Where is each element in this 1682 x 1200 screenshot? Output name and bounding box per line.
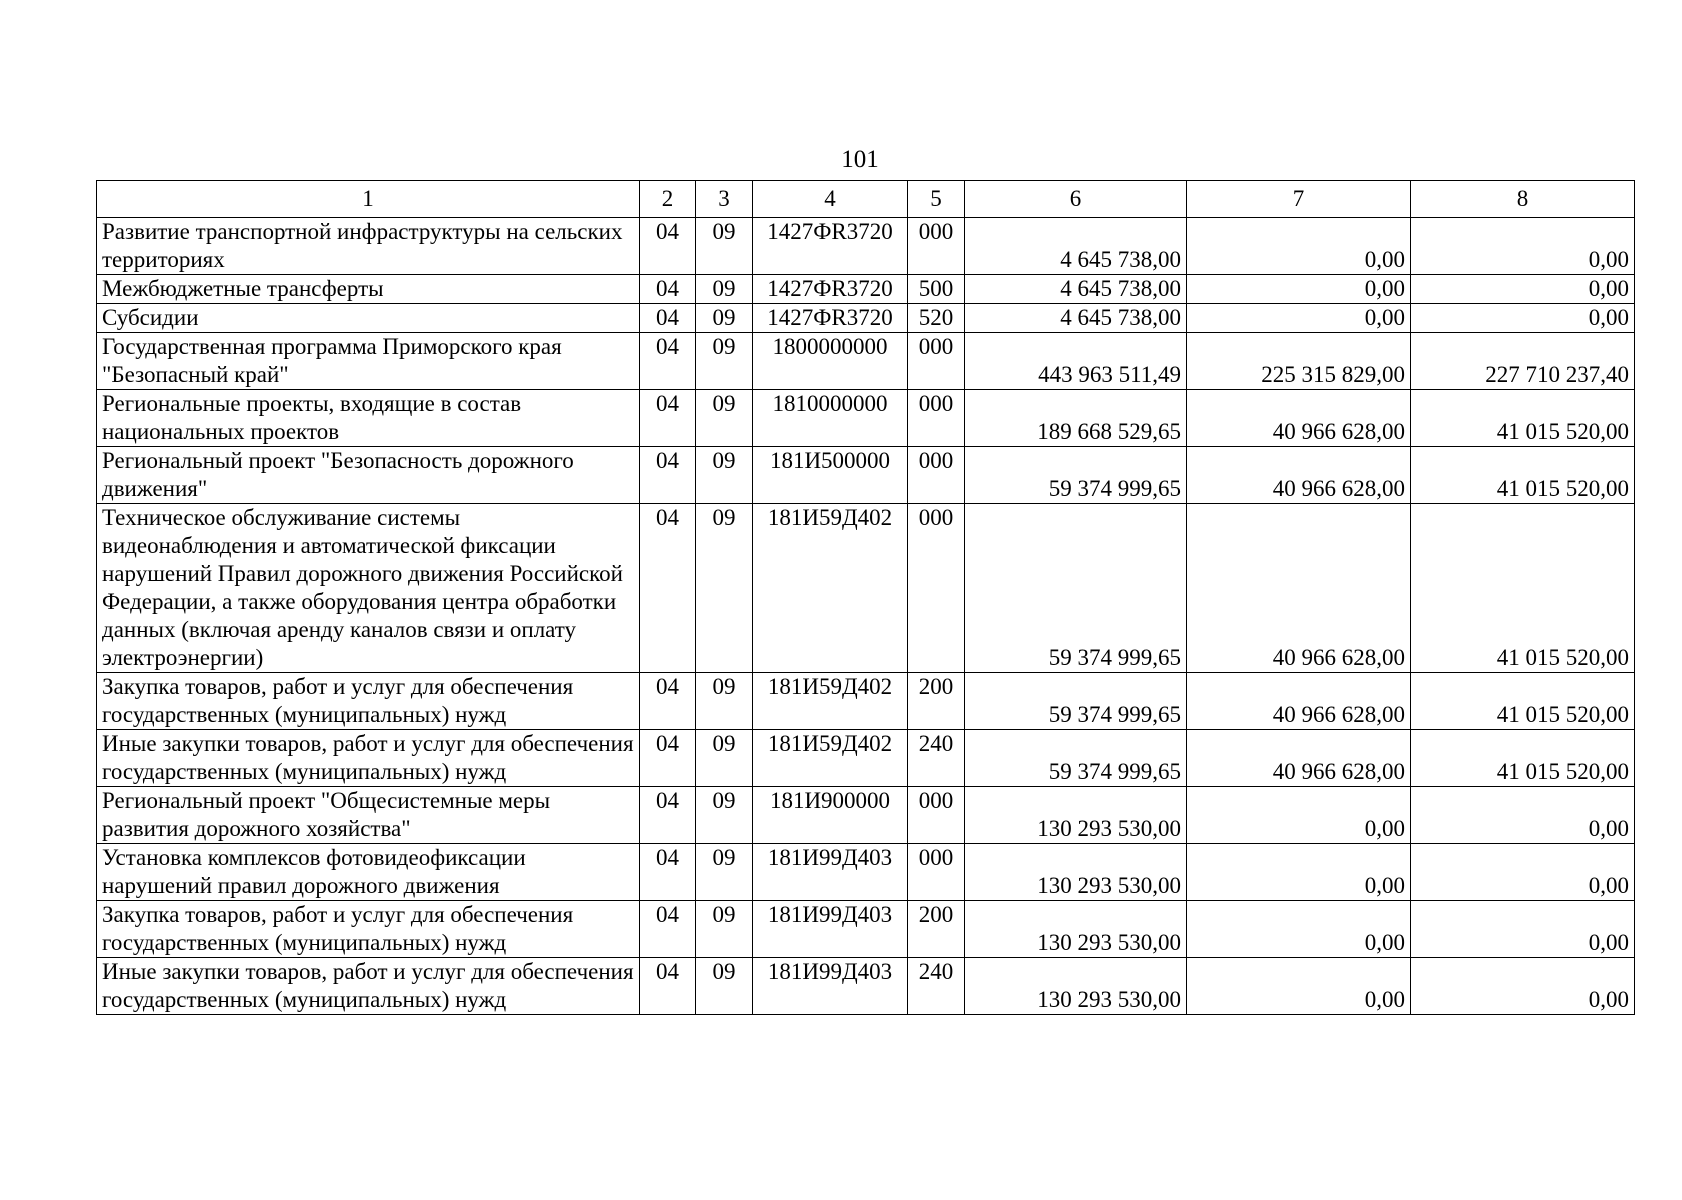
amount-column-6-cell: 59 374 999,65 (965, 504, 1187, 673)
expense-name-cell: Межбюджетные трансферты (97, 275, 640, 304)
amount-column-6-cell: 130 293 530,00 (965, 787, 1187, 844)
target-article-code-cell: 1427ФR3720 (753, 304, 908, 333)
amount-column-8-cell: 0,00 (1411, 218, 1635, 275)
expense-name-cell: Региональные проекты, входящие в состав национальных проектов (97, 390, 640, 447)
section-code-cell: 04 (640, 333, 696, 390)
section-code-cell: 04 (640, 390, 696, 447)
amount-column-8-cell: 41 015 520,00 (1411, 673, 1635, 730)
amount-column-7-cell: 0,00 (1187, 901, 1411, 958)
expense-name-cell: Развитие транспортной инфраструктуры на сельских территориях (97, 218, 640, 275)
column-header-4: 4 (753, 181, 908, 218)
amount-column-7-cell: 0,00 (1187, 787, 1411, 844)
amount-column-6-cell: 59 374 999,65 (965, 673, 1187, 730)
amount-column-7-cell: 40 966 628,00 (1187, 673, 1411, 730)
column-header-7: 7 (1187, 181, 1411, 218)
budget-table (96, 180, 1635, 1015)
subsection-code-cell: 09 (696, 218, 753, 275)
expense-type-code-cell: 520 (908, 304, 965, 333)
amount-column-8-cell: 0,00 (1411, 844, 1635, 901)
section-code-cell: 04 (640, 901, 696, 958)
section-code-cell: 04 (640, 447, 696, 504)
table-body (97, 218, 1635, 1015)
section-code-cell: 04 (640, 844, 696, 901)
expense-name-cell: Региональный проект "Общесистемные меры развития дорожного хозяйства" (97, 787, 640, 844)
amount-column-8-cell: 0,00 (1411, 958, 1635, 1015)
amount-column-6-cell: 443 963 511,49 (965, 333, 1187, 390)
table-row (97, 447, 1635, 504)
amount-column-8-cell: 227 710 237,40 (1411, 333, 1635, 390)
expense-type-code-cell: 000 (908, 844, 965, 901)
table-row (97, 333, 1635, 390)
subsection-code-cell: 09 (696, 275, 753, 304)
subsection-code-cell: 09 (696, 730, 753, 787)
amount-column-8-cell: 0,00 (1411, 304, 1635, 333)
table-row (97, 673, 1635, 730)
subsection-code-cell: 09 (696, 673, 753, 730)
amount-column-8-cell: 41 015 520,00 (1411, 390, 1635, 447)
table-row (97, 304, 1635, 333)
expense-name-cell: Закупка товаров, работ и услуг для обеспечения государственных (муниципальных) нужд (97, 901, 640, 958)
expense-type-code-cell: 240 (908, 730, 965, 787)
page-number: 101 (841, 146, 879, 173)
amount-column-8-cell: 0,00 (1411, 275, 1635, 304)
column-header-5: 5 (908, 181, 965, 218)
amount-column-7-cell: 0,00 (1187, 844, 1411, 901)
section-code-cell: 04 (640, 730, 696, 787)
expense-type-code-cell: 000 (908, 333, 965, 390)
section-code-cell: 04 (640, 787, 696, 844)
target-article-code-cell: 1800000000 (753, 333, 908, 390)
expense-type-code-cell: 000 (908, 390, 965, 447)
expense-name-cell: Иные закупки товаров, работ и услуг для обеспечения государственных (муниципальных) нужд (97, 730, 640, 787)
expense-type-code-cell: 200 (908, 901, 965, 958)
target-article-code-cell: 181И59Д402 (753, 730, 908, 787)
expense-name-cell: Установка комплексов фотовидеофиксации нарушений правил дорожного движения (97, 844, 640, 901)
target-article-code-cell: 1427ФR3720 (753, 275, 908, 304)
column-header-6: 6 (965, 181, 1187, 218)
amount-column-8-cell: 41 015 520,00 (1411, 730, 1635, 787)
target-article-code-cell: 181И900000 (753, 787, 908, 844)
column-header-2: 2 (640, 181, 696, 218)
amount-column-6-cell: 4 645 738,00 (965, 275, 1187, 304)
amount-column-6-cell: 59 374 999,65 (965, 447, 1187, 504)
section-code-cell: 04 (640, 218, 696, 275)
table-row (97, 787, 1635, 844)
subsection-code-cell: 09 (696, 958, 753, 1015)
table-row (97, 504, 1635, 673)
amount-column-7-cell: 0,00 (1187, 275, 1411, 304)
section-code-cell: 04 (640, 504, 696, 673)
target-article-code-cell: 181И99Д403 (753, 844, 908, 901)
amount-column-6-cell: 189 668 529,65 (965, 390, 1187, 447)
header-row (97, 181, 1635, 218)
table-row (97, 730, 1635, 787)
amount-column-7-cell: 40 966 628,00 (1187, 447, 1411, 504)
target-article-code-cell: 181И59Д402 (753, 673, 908, 730)
target-article-code-cell: 181И99Д403 (753, 958, 908, 1015)
expense-name-cell: Закупка товаров, работ и услуг для обеспечения государственных (муниципальных) нужд (97, 673, 640, 730)
expense-type-code-cell: 000 (908, 787, 965, 844)
subsection-code-cell: 09 (696, 390, 753, 447)
subsection-code-cell: 09 (696, 901, 753, 958)
amount-column-6-cell: 4 645 738,00 (965, 304, 1187, 333)
expense-type-code-cell: 000 (908, 447, 965, 504)
amount-column-6-cell: 59 374 999,65 (965, 730, 1187, 787)
amount-column-8-cell: 41 015 520,00 (1411, 504, 1635, 673)
expense-name-cell: Субсидии (97, 304, 640, 333)
amount-column-7-cell: 0,00 (1187, 218, 1411, 275)
section-code-cell: 04 (640, 304, 696, 333)
subsection-code-cell: 09 (696, 844, 753, 901)
amount-column-6-cell: 130 293 530,00 (965, 958, 1187, 1015)
subsection-code-cell: 09 (696, 333, 753, 390)
target-article-code-cell: 1810000000 (753, 390, 908, 447)
expense-name-cell: Региональный проект "Безопасность дорожного движения" (97, 447, 640, 504)
expense-type-code-cell: 240 (908, 958, 965, 1015)
subsection-code-cell: 09 (696, 447, 753, 504)
table-row (97, 901, 1635, 958)
amount-column-8-cell: 41 015 520,00 (1411, 447, 1635, 504)
amount-column-7-cell: 40 966 628,00 (1187, 730, 1411, 787)
amount-column-6-cell: 4 645 738,00 (965, 218, 1187, 275)
target-article-code-cell: 181И99Д403 (753, 901, 908, 958)
table-row (97, 275, 1635, 304)
section-code-cell: 04 (640, 958, 696, 1015)
amount-column-6-cell: 130 293 530,00 (965, 844, 1187, 901)
expense-type-code-cell: 200 (908, 673, 965, 730)
expense-name-cell: Государственная программа Приморского края "Безопасный край" (97, 333, 640, 390)
column-header-1: 1 (97, 181, 640, 218)
amount-column-6-cell: 130 293 530,00 (965, 901, 1187, 958)
section-code-cell: 04 (640, 275, 696, 304)
amount-column-7-cell: 40 966 628,00 (1187, 504, 1411, 673)
target-article-code-cell: 1427ФR3720 (753, 218, 908, 275)
amount-column-8-cell: 0,00 (1411, 901, 1635, 958)
column-header-3: 3 (696, 181, 753, 218)
target-article-code-cell: 181И59Д402 (753, 504, 908, 673)
table-row (97, 958, 1635, 1015)
section-code-cell: 04 (640, 673, 696, 730)
expense-name-cell: Техническое обслуживание системы видеонаблюдения и автоматической фиксации нарушений Правил дорожного движения Российской Федерации, а также оборудования центра обработки данных (включая аренду каналов связи и оплату электроэнергии) (97, 504, 640, 673)
expense-type-code-cell: 500 (908, 275, 965, 304)
column-header-8: 8 (1411, 181, 1635, 218)
table-row (97, 844, 1635, 901)
amount-column-7-cell: 225 315 829,00 (1187, 333, 1411, 390)
subsection-code-cell: 09 (696, 787, 753, 844)
table-row (97, 390, 1635, 447)
amount-column-7-cell: 0,00 (1187, 304, 1411, 333)
amount-column-8-cell: 0,00 (1411, 787, 1635, 844)
expense-type-code-cell: 000 (908, 504, 965, 673)
table-row (97, 218, 1635, 275)
amount-column-7-cell: 0,00 (1187, 958, 1411, 1015)
expense-type-code-cell: 000 (908, 218, 965, 275)
target-article-code-cell: 181И500000 (753, 447, 908, 504)
amount-column-7-cell: 40 966 628,00 (1187, 390, 1411, 447)
subsection-code-cell: 09 (696, 504, 753, 673)
subsection-code-cell: 09 (696, 304, 753, 333)
expense-name-cell: Иные закупки товаров, работ и услуг для обеспечения государственных (муниципальных) нужд (97, 958, 640, 1015)
